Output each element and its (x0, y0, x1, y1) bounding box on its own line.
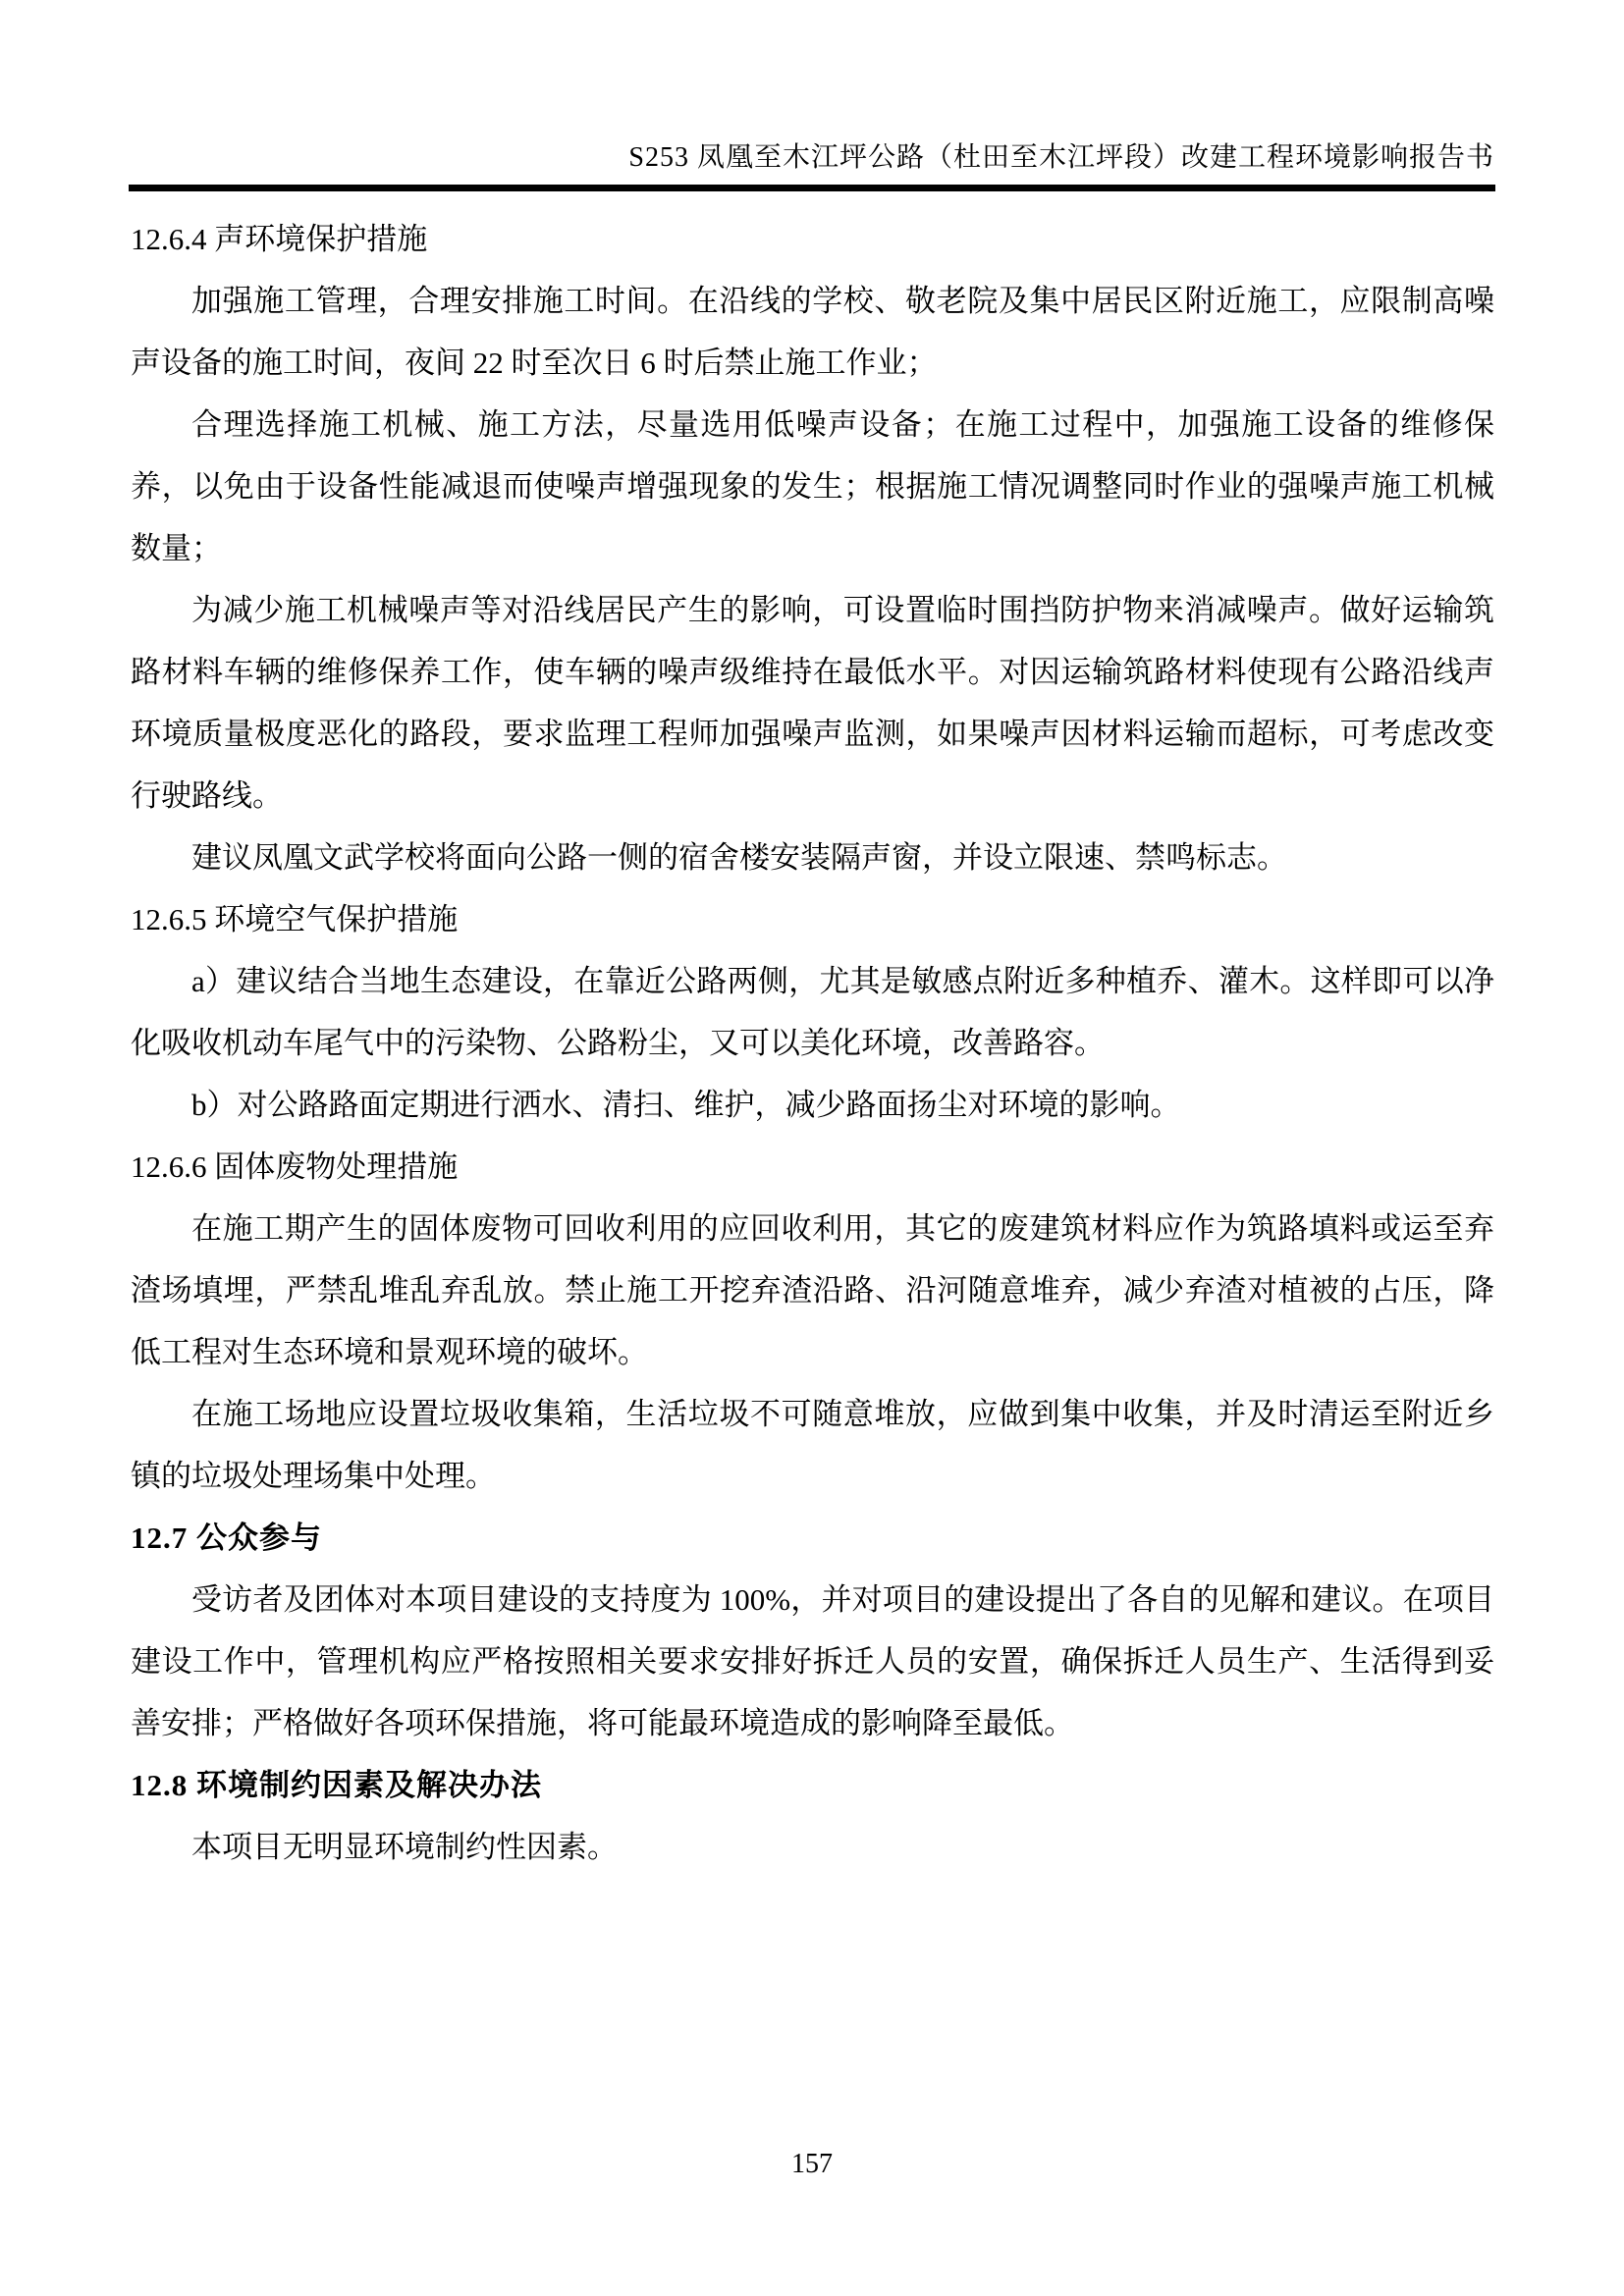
section-heading-12-6-6: 12.6.6 固体废物处理措施 (131, 1149, 459, 1184)
paragraph: 为减少施工机械噪声等对沿线居民产生的影响，可设置临时围挡防护物来消减噪声。做好运输筑路材料车辆的维修保养工作，使车辆的噪声级维持在最低水平。对因运输筑路材料使现有公路沿线声环境质量极度恶化的路段，要求监理工程师加强噪声监测，如果噪声因材料运输而超标，可考虑改变行驶路线。 (131, 593, 1494, 813)
header-divider (129, 185, 1495, 191)
paragraph: b）对公路路面定期进行洒水、清扫、维护，减少路面扬尘对环境的影响。 (191, 1088, 1181, 1122)
paragraph: 在施工期产生的固体废物可回收利用的应回收利用，其它的废建筑材料应作为筑路填料或运至弃渣场填埋，严禁乱堆乱弃乱放。禁止施工开挖弃渣沿路、沿河随意堆弃，减少弃渣对植被的占压，降低工程对生态环境和景观环境的破坏。 (131, 1211, 1494, 1369)
page-header-title: S253 凤凰至木江坪公路（杜田至木江坪段）改建工程环境影响报告书 (628, 142, 1494, 173)
section-heading-12-7: 12.7 公众参与 (131, 1521, 322, 1555)
document-body (131, 208, 1494, 1878)
paragraph: 建议凤凰文武学校将面向公路一侧的宿舍楼安装隔声窗，并设立限速、禁鸣标志。 (191, 840, 1287, 875)
paragraph: 加强施工管理，合理安排施工时间。在沿线的学校、敬老院及集中居民区附近施工，应限制高噪声设备的施工时间，夜间 22 时至次日 6 时后禁止施工作业； (131, 284, 1494, 380)
paragraph: 受访者及团体对本项目建设的支持度为 100%，并对项目的建设提出了各自的见解和建议。在项目建设工作中，管理机构应严格按照相关要求安排好拆迁人员的安置，确保拆迁人员生产、生活得到妥善安排；严格做好各项环保措施，将可能最环境造成的影响降至最低。 (131, 1582, 1494, 1740)
paragraph: 在施工场地应设置垃圾收集箱，生活垃圾不可随意堆放，应做到集中收集，并及时清运至附近乡镇的垃圾处理场集中处理。 (131, 1397, 1494, 1493)
section-heading-12-6-5: 12.6.5 环境空气保护措施 (131, 902, 459, 936)
section-heading-12-8: 12.8 环境制约因素及解决办法 (131, 1768, 542, 1802)
paragraph: 本项目无明显环境制约性因素。 (191, 1830, 618, 1864)
paragraph: 合理选择施工机械、施工方法，尽量选用低噪声设备；在施工过程中，加强施工设备的维修保养，以免由于设备性能减退而使噪声增强现象的发生；根据施工情况调整同时作业的强噪声施工机械数量； (131, 407, 1494, 565)
paragraph: a）建议结合当地生态建设，在靠近公路两侧，尤其是敏感点附近多种植乔、灌木。这样即可以净化吸收机动车尾气中的污染物、公路粉尘，又可以美化环境，改善路容。 (131, 964, 1494, 1060)
page-number: 157 (791, 2149, 833, 2179)
section-heading-12-6-4: 12.6.4 声环境保护措施 (131, 222, 428, 256)
